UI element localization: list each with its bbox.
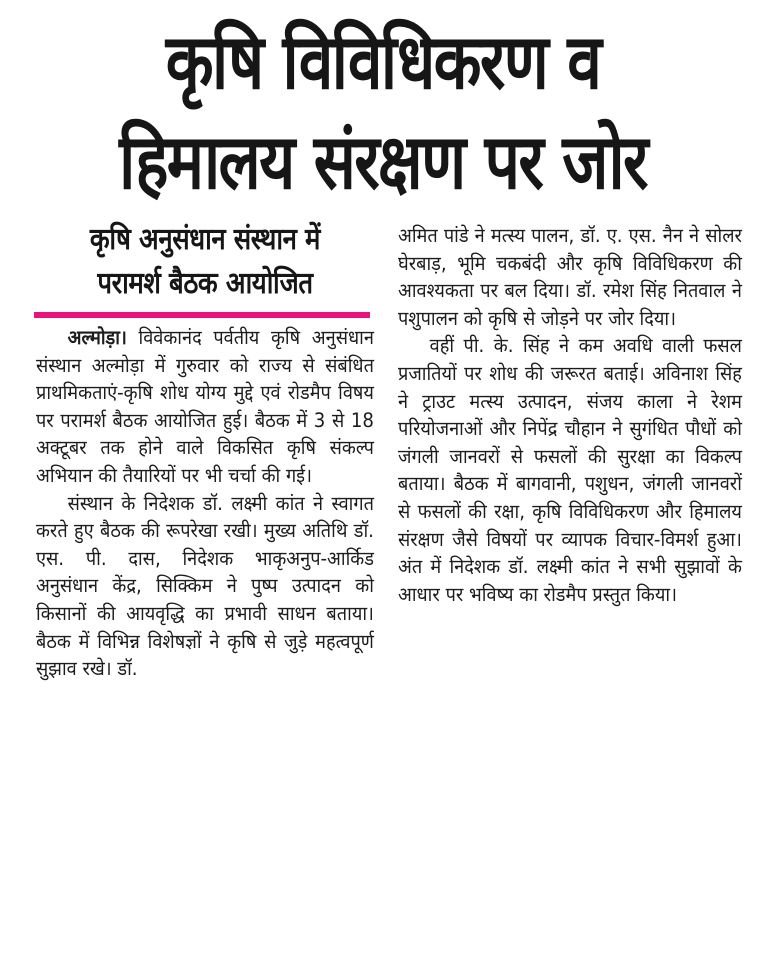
dateline: अल्मोड़ा।	[67, 326, 127, 349]
subheadline-line-1: कृषि अनुसंधान संस्थान में	[89, 222, 321, 257]
headline-line-2: हिमालय संरक्षण पर जोर	[119, 117, 647, 206]
accent-rule	[34, 312, 370, 318]
article-paragraph-2: संस्थान के निदेशक डॉ. लक्ष्मी कांत ने स्वागत करते हुए बैठक की रूपरेखा रखी। मुख्य अतिथि डॉ. एस. पी. दास, निदेशक भाकृअनुप-आर्किड अनुसंधान केंद्र, सिक्किम ने पुष्प उत्पादन को किसानों की आयवृद्धि का प्रभावी साधन बताया। बैठक में विभिन्न विशेषज्ञों ने कृषि से जुड़े महत्वपूर्ण सुझाव रखे। डॉ.	[36, 491, 374, 681]
subheadline-line-2: परामर्श बैठक आयोजित	[97, 266, 313, 301]
article-paragraph-1	[36, 324, 374, 490]
article-column-right	[398, 222, 742, 608]
headline-line-1: कृषि विविधिकरण व	[165, 17, 601, 106]
subheadline	[60, 218, 351, 306]
article-paragraph-4: वहीं पी. के. सिंह ने कम अवधि वाली फसल प्रजातियों पर शोध की जरूरत बताई। अविनाश सिंह ने ट्राउट मत्स्य उत्पादन, संजय काला ने रेशम परियोजनाओं और निपेंद्र चौहान ने सुगंधित पौधों को जंगली जानवरों से फसलों की सुरक्षा का विकल्प बताया। बैठक में बागवानी, पशुधन, जंगली जानवरों से फसलों की रक्षा, कृषि विविधिकरण और हिमालय संरक्षण जैसे विषयों पर व्यापक विचार-विमर्श हुआ। अंत में निदेशक डॉ. लक्ष्मी कांत ने सभी सुझावों के आधार पर भविष्य का रोडमैप प्रस्तुत किया।	[398, 334, 742, 606]
article-column-left	[36, 222, 374, 683]
article-paragraph-3: अमित पांडे ने मत्स्य पालन, डॉ. ए. एस. नैन ने सोलर घेरबाड़, भूमि चकबंदी और कृषि विविधिकरण की आवश्यकता पर बल दिया। डॉ. रमेश सिंह नितवाल ने पशुपालन को कृषि से जोड़ने पर जोर दिया।	[398, 224, 742, 330]
paragraph-1-text: विवेकानंद पर्वतीय कृषि अनुसंधान संस्थान अल्मोड़ा में गुरुवार को राज्य से संबंधित प्राथमिकताएं-कृषि शोध योग्य मुद्दे एवं रोडमैप विषय पर परामर्श बैठक आयोजित हुई। बैठक में 3 से 18 अक्टूबर तक होने वाले विकसित कृषि संकल्प अभियान की तैयारियों पर भी चर्चा की गई।	[36, 326, 374, 487]
headline	[0, 12, 766, 212]
